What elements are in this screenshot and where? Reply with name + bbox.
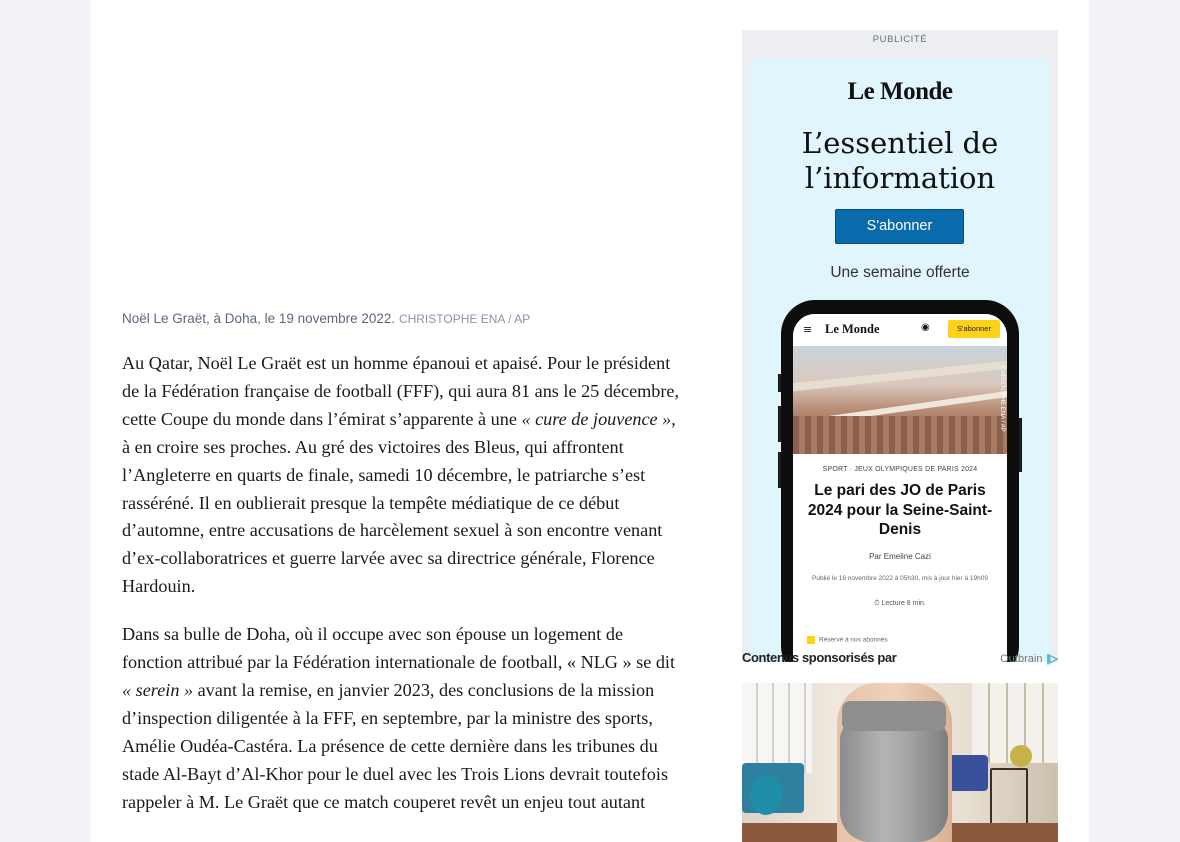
stadium-beam (793, 361, 1007, 391)
reserved-text: Réservé à nos abonnés (819, 636, 888, 644)
quote-text: « cure de jouvence » (521, 408, 672, 429)
article-paragraph (122, 621, 684, 816)
phone-reading-time: ⏱ Lecture 8 min. (874, 600, 926, 607)
paragraph-text: , à en croire ses proches. Au gré des victoires des Bleus, qui affrontent l’Angleterre en quarts de finale, samedi 10 décembre, le patriarche s’est rasséréné. Il en oublierait presque la tempête médiatique de ce début d’automne, entre accusations de harcèlement sexuel à son encontre venant d’ex-collaboratrices et guerre larvée avec sa directrice générale, Florence Hardouin. (122, 408, 676, 597)
paragraph-text: Dans sa bulle de Doha, où il occupe avec son épouse un logement de fonction attribué par la Fédération internationale de football, « NLG » se dit (122, 624, 676, 673)
room-window (742, 683, 812, 773)
ad-creative[interactable] (750, 58, 1050, 662)
phone-logo: Le Monde (825, 322, 880, 336)
advertisement[interactable] (742, 30, 1058, 662)
caption-credit: CHRISTOPHE ENA / AP (398, 312, 531, 326)
ad-offer: Une semaine offerte (830, 264, 970, 281)
paragraph-text: Au Qatar, Noël Le Graët est un homme épanoui et apaisé. Pour le président de la Fédération française de football (FFF), qui aura 81 ans le 25 décembre, cette Coupe du monde dans l’émirat s’apparente à une (122, 353, 680, 429)
phone-category: SPORT · JEUX OLYMPIQUES DE PARIS 2024 (822, 466, 978, 473)
phone-side-button (778, 406, 781, 442)
subscribe-button[interactable]: S'abonner (835, 209, 964, 244)
phone-header (793, 314, 1007, 344)
paragraph-text: avant la remise, en janvier 2023, des conclusions de la mission d’inspection diligentée à la FFF, en septembre, par la ministre des sports, Amélie Oudéa-Castéra. La présence de cette dernière dans les tribunes du stade Al-Bayt d’Al-Khor pour le duel avec les Trois Lions devrait toutefois rappeler à M. Le Graët que ce match couperet revêt un enjeu tout autant (122, 679, 669, 812)
ad-headline-line: L’essentiel de (801, 126, 999, 160)
article-photo-area (122, 0, 682, 300)
ad-headline (750, 126, 1050, 196)
photo-credit: CHRISTOPHE ENA / AP (999, 366, 1005, 432)
caption-text: Noël Le Graët, à Doha, le 19 novembre 2022. (122, 311, 396, 326)
sponsored-header (742, 650, 1058, 666)
phone-side-button (778, 452, 781, 488)
phone-side-button (1019, 418, 1022, 472)
phone-reserved (807, 636, 888, 644)
phone-date: Publié le 16 novembre 2022 à 05h30, mis à jour hier à 19h09 (812, 575, 988, 582)
sponsored-label: Contenus sponsorisés par (742, 650, 897, 665)
reserved-icon (807, 636, 815, 644)
photo-caption (122, 311, 530, 326)
outbrain-text: Outbrain (1000, 653, 1043, 665)
quote-text: « serein » (122, 679, 194, 700)
outbrain-icon: |▷ (1046, 653, 1058, 665)
ad-label: PUBLICITÉ (872, 34, 928, 45)
menu-icon: ≡ (803, 323, 813, 336)
phone-author: Par Emeline Cazi (869, 552, 931, 561)
teal-vase (750, 775, 782, 815)
ad-headline-line: l’information (804, 161, 996, 195)
shapewear-shorts (840, 721, 948, 842)
article-body (122, 350, 684, 837)
plant (1010, 745, 1032, 767)
stadium-seats (793, 416, 1007, 454)
user-icon: ◉ (921, 322, 930, 333)
stadium-photo (793, 346, 1007, 454)
phone-subscribe-badge: S'abonner (948, 320, 1000, 338)
phone-side-button (778, 374, 781, 392)
phone-screen (793, 314, 1007, 662)
le-monde-logo: Le Monde (847, 78, 953, 105)
sponsored-image[interactable] (742, 683, 1058, 842)
phone-mockup (781, 300, 1019, 662)
waist-band (842, 701, 946, 731)
outbrain-link[interactable] (1000, 652, 1058, 665)
phone-article-title: Le pari des JO de Paris 2024 pour la Seine-Saint-Denis (807, 482, 993, 538)
article-paragraph (122, 350, 684, 601)
